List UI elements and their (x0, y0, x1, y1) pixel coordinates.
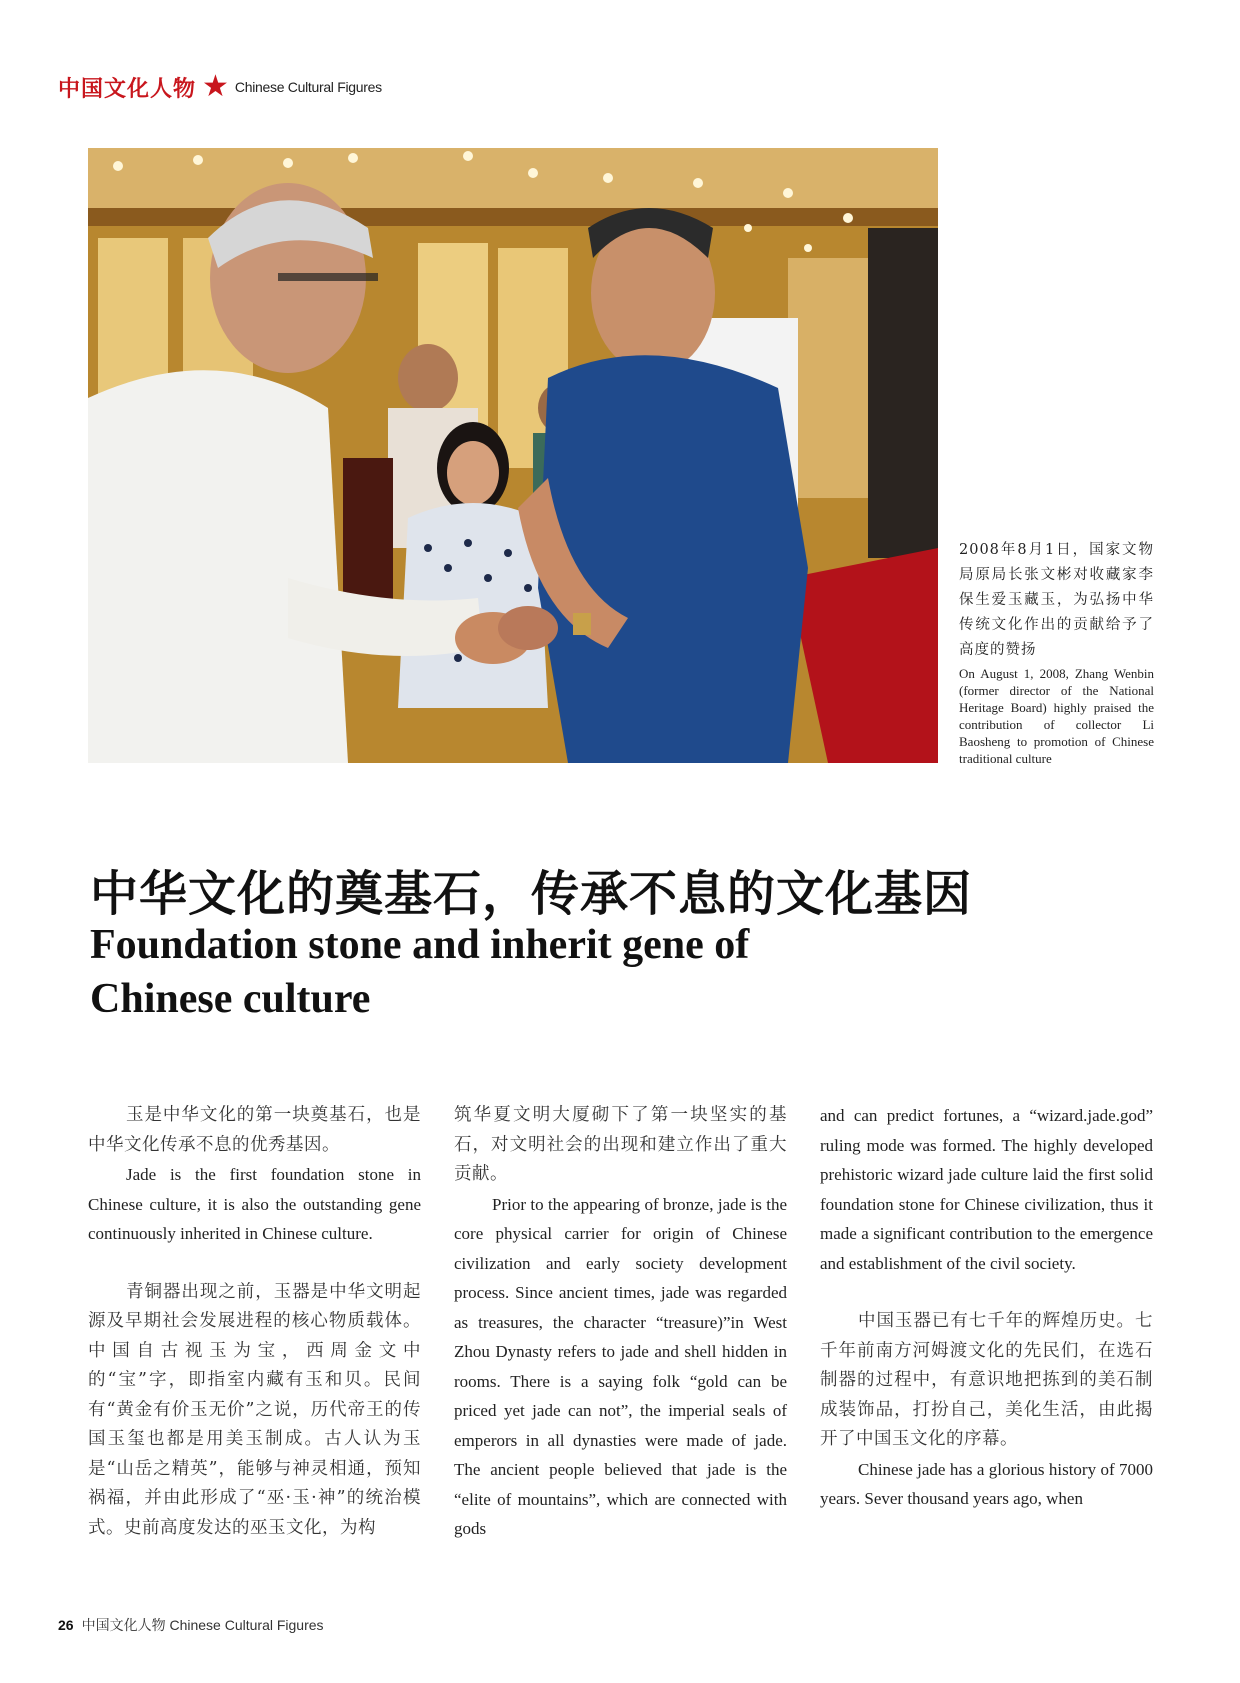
text-column-2 (454, 1101, 787, 1544)
paragraph-cn: 玉是中华文化的第一块奠基石，也是中华文化传承不息的优秀基因。 (88, 1105, 421, 1155)
text-column-3 (820, 1101, 1153, 1514)
paragraph-cn: 中国玉器已有七千年的辉煌历史。七千年前南方河姆渡文化的先民们，在选石制器的过程中，有意识地把拣到的美石制成装饰品，打扮自己，美化生活，由此揭开了中国玉文化的序幕。 (820, 1311, 1153, 1449)
footer-text: 中国文化人物 Chinese Cultural Figures (81, 1617, 324, 1633)
paragraph-en: Chinese jade has a glorious history of 7000 years. Sever thousand years ago, when (820, 1459, 1153, 1508)
caption-cn: 2008年8月1日，国家文物局原局长张文彬对收藏家李保生爱玉藏玉，为弘扬中华传统文化作出的贡献给予了高度的赞扬 (959, 542, 1154, 658)
article-title-en (90, 918, 850, 1026)
paragraph-en: and can predict fortunes, a “wizard.jade.god” ruling mode was formed. The highly developed prehistoric wizard jade culture laid the first solid foundation stone for Chinese civilization, thus it made a significant contribution to the emergence and establishment of the civil society. (820, 1106, 1153, 1273)
article-title-en-line1: Foundation stone and inherit gene of (90, 922, 750, 968)
event-photo (88, 148, 938, 763)
paragraph-en: Jade is the first foundation stone in Chinese culture, it is also the outstanding gene continuously inherited in Chinese culture. (88, 1165, 421, 1243)
paragraph-cn: 青铜器出现之前，玉器是中华文明起源及早期社会发展进程的核心物质载体。中国自古视玉为宝，西周金文中的“宝”字，即指室内藏有玉和贝。民间有“黄金有价玉无价”之说，历代帝王的传国玉玺也都是用美玉制成。古人认为玉是“山岳之精英”，能够与神灵相通，预知祸福，并由此形成了“巫·玉·神”的统治模式。史前高度发达的巫玉文化，为构 (88, 1281, 421, 1538)
paragraph-en: Prior to the appearing of bronze, jade is the core physical carrier for origin of Chinese civilization and early society development process. Since ancient times, jade was regarded as treasures, the character “treasure)”in West Zhou Dynasty refers to jade and shell hidden in rooms. There is a saying folk “gold can be priced yet jade can not”, the imperial seals of emperors in all dynasties were made of jade. The ancient people believed that jade is the “elite of mountains”, which are connected with gods (454, 1194, 787, 1538)
magazine-title-cn: 中国文化人物 (58, 75, 197, 102)
caption-en: On August 1, 2008, Zhang Wenbin (former director of the National Heritage Board) highly praised the contribution of collector Li Baosheng to promotion of Chinese traditional culture (959, 666, 1154, 766)
text-column-1 (88, 1101, 421, 1543)
page-number: 26 (58, 1617, 74, 1633)
article-title-cn: 中华文化的奠基石，传承不息的文化基因 (90, 866, 973, 922)
paragraph-cn: 筑华夏文明大厦砌下了第一块坚实的基石，对文明社会的出现和建立作出了重大贡献。 (454, 1105, 787, 1184)
magazine-header (58, 70, 382, 104)
magazine-title-en: Chinese Cultural Figures (234, 79, 382, 95)
photo-caption (959, 538, 1154, 767)
page-footer (58, 1615, 324, 1635)
star-icon: ★ (202, 69, 229, 104)
article-title-en-line2: Chinese culture (90, 976, 371, 1022)
